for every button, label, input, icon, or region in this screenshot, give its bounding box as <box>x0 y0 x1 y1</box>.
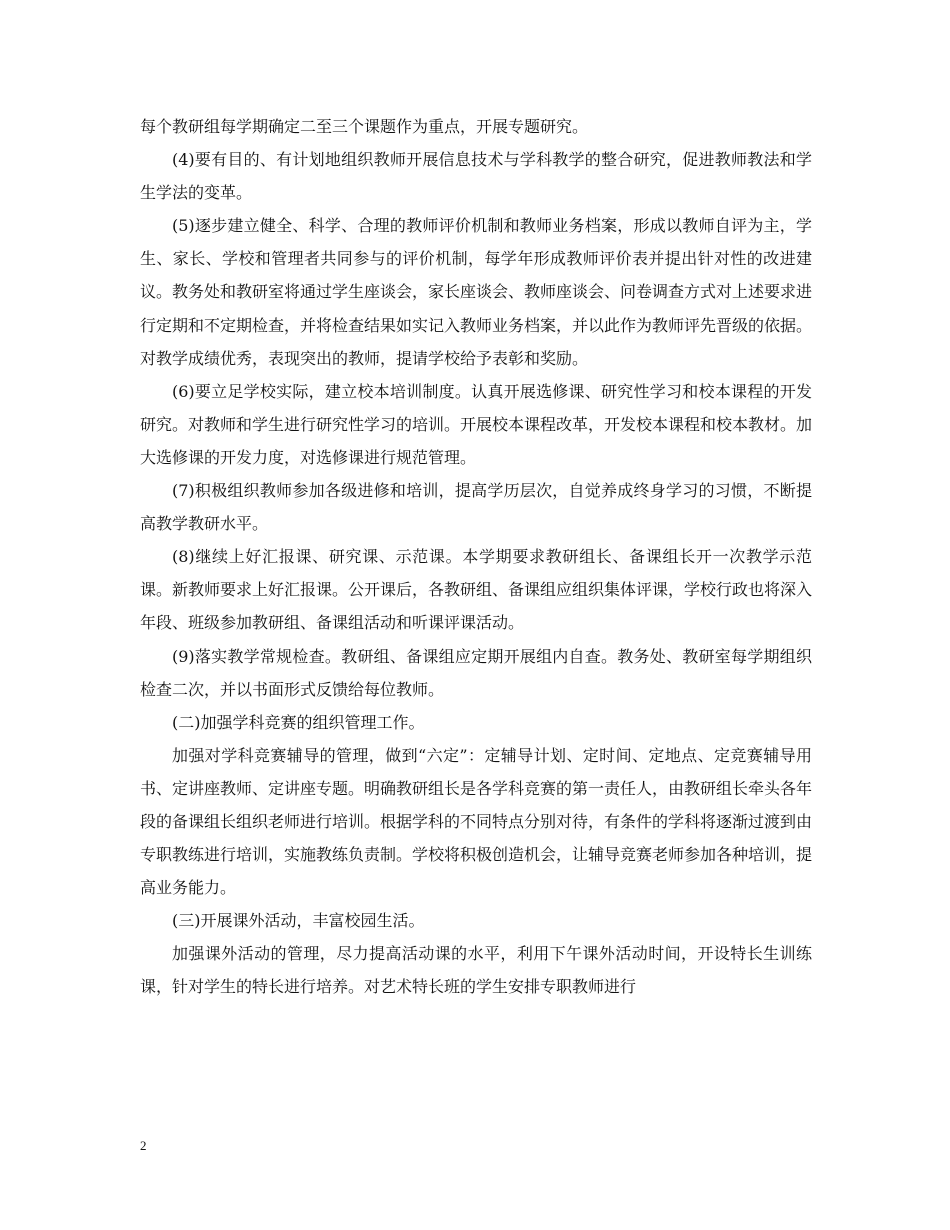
paragraph-item-7: (7)积极组织教师参加各级进修和培训，提高学历层次，自觉养成终身学习的习惯，不断提高教学教研水平。 <box>140 481 812 534</box>
paragraph-item-4: (4)要有目的、有计划地组织教师开展信息技术与学科教学的整合研究，促进教师教法和学生学法的变革。 <box>140 150 812 203</box>
page-number: 2 <box>140 1138 147 1153</box>
paragraph-item-8: (8)继续上好汇报课、研究课、示范课。本学期要求教研组长、备课组长开一次教学示范课。新教师要求上好汇报课。公开课后，各教研组、备课组应组织集体评课，学校行政也将深入年段、班级参加教研组、备课组活动和听课评课活动。 <box>140 547 813 633</box>
paragraph-activities: 加强课外活动的管理，尽力提高活动课的水平，利用下午课外活动时间，开设特长生训练课，针对学生的特长进行培养。对艺术特长班的学生安排专职教师进行 <box>140 944 812 997</box>
section-heading-2: (二)加强学科竞赛的组织管理工作。 <box>172 712 425 732</box>
section-heading-3: (三)开展课外活动，丰富校园生活。 <box>172 911 425 931</box>
paragraph-item-9: (9)落实教学常规检查。教研组、备课组应定期开展组内自查。教务处、教研室每学期组织检查二次，并以书面形式反馈给每位教师。 <box>140 646 812 699</box>
paragraph-competition: 加强对学科竞赛辅导的管理，做到“六定”：定辅导计划、定时间、定地点、定竞赛辅导用书、定讲座教师、定讲座专题。明确教研组长是各学科竞赛的第一责任人，由教研组长牵头各年段的备课组长组织老师进行培训。根据学科的不同特点分别对待，有条件的学科将逐渐过渡到由专职教练进行培训，实施教练负责制。学校将积极创造机会，让辅导竞赛老师参加各种培训，提高业务能力。 <box>140 745 813 898</box>
document-body <box>140 110 812 1004</box>
paragraph-item-5: (5)逐步建立健全、科学、合理的教师评价机制和教师业务档案，形成以教师自评为主，学生、家长、学校和管理者共同参与的评价机制，每学年形成教师评价表并提出针对性的改进建议。教务处和教研室将通过学生座谈会，家长座谈会、教师座谈会、问卷调查方式对上述要求进行定期和不定期检查，并将检查结果如实记入教师业务档案，并以此作为教师评先晋级的依据。对教学成绩优秀，表现突出的教师，提请学校给予表彰和奖励。 <box>140 216 813 368</box>
paragraph-continuation: 每个教研组每学期确定二至三个课题作为重点，开展专题研究。 <box>140 117 589 136</box>
paragraph-item-6: (6)要立足学校实际，建立校本培训制度。认真开展选修课、研究性学习和校本课程的开发研究。对教师和学生进行研究性学习的培训。开展校本课程改革，开发校本课程和校本教材。加大选修课的开发力度，对选修课进行规范管理。 <box>140 381 813 467</box>
